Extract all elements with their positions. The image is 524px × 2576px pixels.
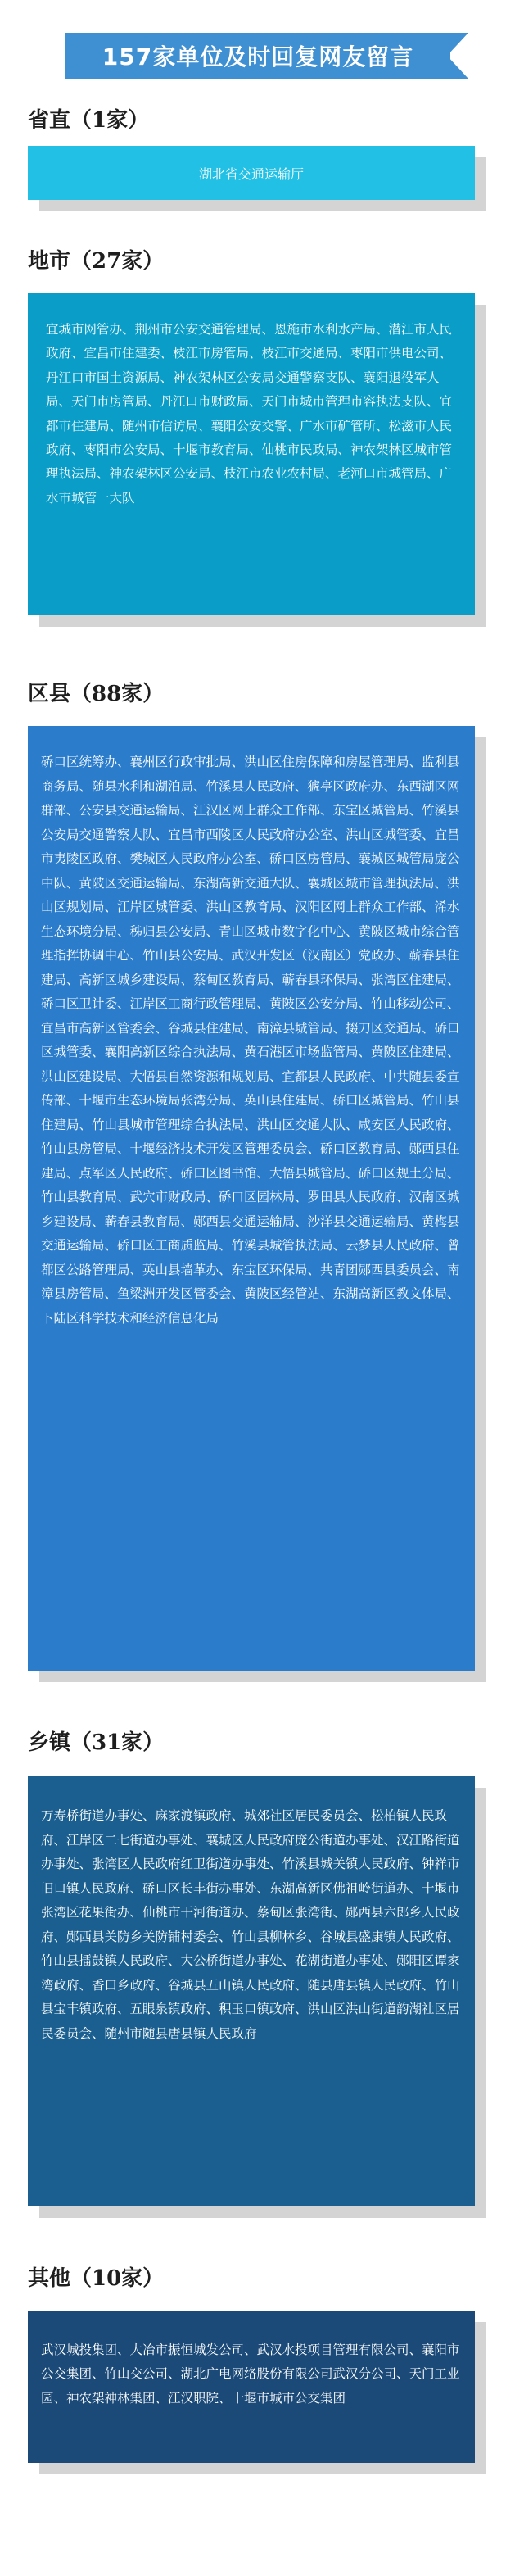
panel-city [28,293,475,615]
panel-province [28,146,475,200]
section-heading-city: 地市（27家） [28,249,165,274]
page-title-banner [66,33,450,79]
panel-town [28,1776,475,2206]
section-heading-county: 区县（88家） [28,682,165,706]
page-title: 157家单位及时回复网友留言 [102,43,414,70]
banner-arrow-tip [447,33,468,79]
panel-other [28,2311,475,2463]
county-items: 硚口区统筹办、襄州区行政审批局、洪山区住房保障和房屋管理局、监利县商务局、随县水利和湖泊局、竹溪县人民政府、猇亭区政府办、东西湖区网群部、公安县交通运输局、江汉区网上群众工作部、东宝区城管局、竹溪县公安局交通警察大队、宜昌市西陵区人民政府办公室、洪山区城管委、宜昌市夷陵区政府、樊城区人民政府办公室、硚口区房管局、襄城区城管局庞公中队、黄陂区交通运输局、东湖高新交通大队、襄城区城市管理执法局、洪山区规划局、江岸区城管委、洪山区教育局、汉阳区网上群众工作部、浠水生态环境分局、秭归县公安局、青山区城市数字化中心、黄陂区城市综合管理指挥协调中心、竹山县公安局、武汉开发区（汉南区）党政办、蕲春县住建局、高新区城乡建设局、蔡甸区教育局、蕲春县环保局、张湾区住建局、硚口区卫计委、江岸区工商行政管理局、黄陂区公安分局、竹山移动公司、宜昌市高新区管委会、谷城县住建局、南漳县城管局、掇刀区交通局、硚口区城管委、襄阳高新区综合执法局、黄石港区市场监管局、黄陂区住建局、洪山区建设局、大悟县自然资源和规划局、宜都县人民政府、中共随县委宣传部、十堰市生态环境局张湾分局、英山县住建局、硚口区城管局、竹山县住建局、竹山县城市管理综合执法局、洪山区交通大队、咸安区人民政府、竹山县房管局、十堰经济技术开发区管理委员会、硚口区教育局、郧西县住建局、点军区人民政府、硚口区图书馆、大悟县城管局、硚口区规土分局、竹山县教育局、武穴市财政局、硚口区园林局、罗田县人民政府、汉南区城乡建设局、蕲春县教育局、郧西县交通运输局、沙洋县交通运输局、黄梅县交通运输局、硚口区工商质监局、竹溪县城管执法局、云梦县人民政府、曾都区公路管理局、英山县墙革办、东宝区环保局、共青团郧西县委员会、南漳县房管局、鱼梁洲开发区管委会、黄陂区经管站、东湖高新区教文体局、下陆区科学技术和经济信息化局 [41,755,460,1326]
city-items: 宜城市网管办、荆州市公安交通管理局、恩施市水利水产局、潜江市人民政府、宜昌市住建委、枝江市房管局、枝江市交通局、枣阳市供电公司、丹江口市国土资源局、神农架林区公安局交通警察支队、襄阳退役军人局、天门市房管局、丹江口市财政局、天门市城市管理市容执法支队、宜都市住建局、随州市信访局、襄阳公安交警、广水市矿管所、松滋市人民政府、枣阳市公安局、十堰市教育局、仙桃市民政局、神农架林区城市管理执法局、神农架林区公安局、枝江市农业农村局、老河口市城管局、广水市城管一大队 [46,322,453,506]
section-heading-province: 省直（1家） [28,108,150,133]
section-heading-town: 乡镇（31家） [28,1730,165,1755]
town-items: 万寿桥街道办事处、麻家渡镇政府、城郊社区居民委员会、松柏镇人民政府、江岸区二七街道办事处、襄城区人民政府庞公街道办事处、汉江路街道办事处、张湾区人民政府红卫街道办事处、竹溪县城关镇人民政府、钟祥市旧口镇人民政府、硚口区长丰街办事处、东湖高新区佛祖岭街道办、十堰市张湾区花果街办、仙桃市干河街道办、蔡甸区张湾街、郧西县六郎乡人民政府、郧西县关防乡关防铺村委会、竹山县柳林乡、谷城县盛康镇人民政府、竹山县擂鼓镇人民政府、大公桥街道办事处、花湖街道办事处、郧阳区谭家湾政府、香口乡政府、谷城县五山镇人民政府、随县唐县镇人民政府、竹山县宝丰镇政府、五眼泉镇政府、积玉口镇政府、洪山区洪山街道韵湖社区居民委员会、随州市随县唐县镇人民政府 [41,1808,460,2041]
province-items: 湖北省交通运输厅 [198,166,304,182]
other-items: 武汉城投集团、大冶市振恒城发公司、武汉水投项目管理有限公司、襄阳市公交集团、竹山交公司、湖北广电网络股份有限公司武汉分公司、天门工业园、神农架神林集团、江汉职院、十堰市城市公交集团 [41,2342,460,2406]
panel-county [28,726,475,1671]
section-heading-other: 其他（10家） [28,2266,165,2291]
